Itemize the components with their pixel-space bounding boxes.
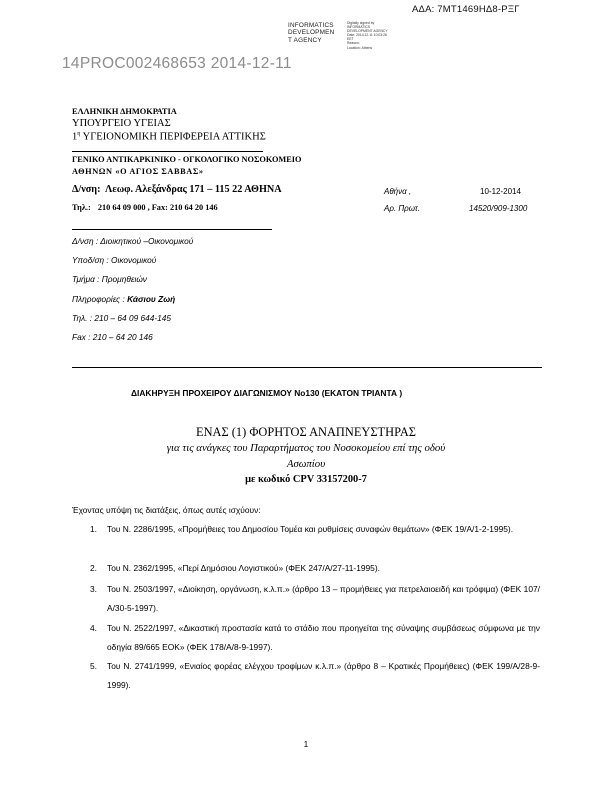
address-value: Λεωφ. Αλεξάνδρας 171 – 115 22 ΑΘΗΝΑ bbox=[105, 184, 282, 195]
list-item-number: 2. bbox=[90, 563, 97, 573]
protocol-number-watermark: 14PROC002468653 2014-12-11 bbox=[62, 55, 292, 72]
list-item bbox=[90, 520, 540, 560]
list-item bbox=[90, 580, 540, 620]
list-item-text: Του Ν. 2741/1999, «Ενιαίος φορέας ελέγχου τροφίμων κ.λ.π.» (άρθρο 8 – Κρατικές Προμήθειες) (ΦΕΚ 199/Α/28-9-1999). bbox=[107, 661, 540, 691]
page-number: 1 bbox=[303, 740, 309, 749]
list-item-text: Του Ν. 2362/1995, «Περί Δημόσιου Λογιστικού» (ΦΕΚ 247/Α/27-11-1995). bbox=[107, 563, 380, 573]
section-line: Τμήμα : Προμηθειών bbox=[72, 274, 147, 284]
title-line1: ΕΝΑΣ (1) ΦΟΡΗΤΟΣ ΑΝΑΠΝΕΥΣΤΗΡΑΣ bbox=[196, 425, 416, 439]
signature-meta-line: Digitally signed by bbox=[347, 21, 375, 25]
list-item bbox=[90, 619, 540, 659]
contact-fax: Fax : 210 – 64 20 146 bbox=[72, 332, 153, 342]
contact-phone: Τηλ. : 210 – 64 09 644-145 bbox=[72, 313, 171, 323]
list-item bbox=[90, 657, 540, 697]
protocol-value: 14520/909-1300 bbox=[469, 204, 528, 213]
region-ordinal-suffix: η bbox=[77, 131, 81, 137]
phone-label: Τηλ.: bbox=[72, 203, 91, 212]
hospital-name-line1: ΓΕΝΙΚΟ ΑΝΤΙΚΑΡΚΙΝΙΚΟ - ΟΓΚΟΛΟΓΙΚΟ ΝΟΣΟΚΟΜΕΙΟ bbox=[72, 155, 302, 164]
republic-heading: ΕΛΛΗΝΙΚΗ ΔΗΜΟΚΡΑΤΙΑ bbox=[72, 107, 177, 116]
address-row bbox=[72, 184, 282, 195]
city-label: Αθήνα , bbox=[384, 187, 412, 196]
title-line2: για τις ανάγκες του Παραρτήματος του Νοσοκομείου επί της οδού bbox=[166, 442, 446, 454]
phone-row bbox=[72, 203, 218, 212]
signature-metadata bbox=[347, 21, 388, 50]
list-item-number: 3. bbox=[90, 584, 97, 594]
header-divider bbox=[72, 229, 272, 230]
signer-agency-line: DEVELOPMEN bbox=[288, 29, 335, 37]
title-line3: Ασωπίου bbox=[286, 458, 326, 470]
address-label: Δ/νση: bbox=[72, 184, 101, 195]
subdirectorate-line: Υποδ/ση : Οικονομικού bbox=[72, 255, 157, 265]
region-heading bbox=[72, 131, 266, 143]
title-line4: με κωδικό CPV 33157200-7 bbox=[245, 474, 367, 485]
intro-paragraph: Έχοντας υπόψη τις διατάξεις, όπως αυτές ισχύουν: bbox=[72, 505, 261, 515]
list-item-text: Του Ν. 2286/1995, «Προμήθειες του Δημοσίου Τομέα και ρυθμίσεις συναφών θεμάτων» (ΦΕΚ 19/Α/1-2-1995). bbox=[107, 524, 514, 534]
list-item-text: Του Ν. 2503/1997, «Διοίκηση, οργάνωση, κ.λ.π.» (άρθρο 13 – προμήθειες για πετρελαιοειδή και τρόφιμα) (ΦΕΚ 107/Α/30-5-1997). bbox=[107, 584, 540, 614]
header-divider bbox=[72, 151, 263, 152]
region-ordinal: 1 bbox=[72, 131, 78, 143]
signer-agency-label bbox=[288, 22, 334, 44]
signer-agency-line: T AGENCY bbox=[288, 36, 322, 44]
signature-meta-line: EET bbox=[347, 37, 354, 42]
signer-agency-line: INFORMATICS bbox=[288, 22, 334, 29]
announcement-heading: ΔΙΑΚΗΡΥΞΗ ΠΡΟΧΕΙΡΟΥ ΔΙΑΓΩΝΙΣΜΟΥ Νο130 (ΕΚΑΤΟΝ ΤΡΙΑΝΤΑ ) bbox=[131, 388, 403, 398]
list-item-number: 1. bbox=[90, 524, 97, 534]
section-divider bbox=[72, 367, 542, 368]
protocol-label: Αρ. Πρωτ. bbox=[384, 204, 421, 213]
list-item bbox=[90, 559, 540, 579]
signature-meta-line: Date: 2014.12.11 10:03:26 bbox=[347, 33, 387, 38]
signature-meta-line: Reason: bbox=[347, 41, 360, 46]
contact-name: Κάσιου Ζωή bbox=[127, 294, 176, 304]
signature-meta-line: DEVELOPMENT AGENCY bbox=[347, 29, 388, 34]
list-item-number: 5. bbox=[90, 661, 97, 671]
hospital-name-line2: ΑΘΗΝΩΝ «Ο ΑΓΙΟΣ ΣΑΒΒΑΣ» bbox=[72, 167, 204, 176]
directorate-line: Δ/νση : Διοικητικού –Οικονομικού bbox=[72, 236, 194, 246]
ministry-heading: ΥΠΟΥΡΓΕΙΟ ΥΓΕΙΑΣ bbox=[72, 118, 171, 129]
list-item-text: Του Ν. 2522/1997, «Δικαστική προστασία κατά το στάδιο που προηγείται της σύναψης συμβάσεως σύμφωνα με την οδηγία 89/665 ΕΟΚ» (ΦΕΚ 178/Α/8-9-1997). bbox=[107, 623, 540, 653]
signature-meta-line: Location: Athens bbox=[347, 45, 373, 50]
region-name: ΥΓΕΙΟΝΟΜΙΚΗ ΠΕΡΙΦΕΡΕΙΑ ΑΤΤΙΚΗΣ bbox=[82, 131, 266, 143]
list-item-number: 4. bbox=[90, 623, 97, 633]
signature-meta-line: INFORMATICS bbox=[347, 25, 371, 30]
phone-value: 210 64 09 000 , Fax: 210 64 20 146 bbox=[97, 203, 218, 212]
document-date: 10-12-2014 bbox=[480, 187, 521, 196]
info-label: Πληροφορίες : bbox=[72, 294, 125, 304]
ada-code: ΑΔΑ: 7ΜΤ1469ΗΔ8-ΡΞΓ bbox=[412, 4, 520, 15]
contact-person-line bbox=[72, 294, 175, 304]
